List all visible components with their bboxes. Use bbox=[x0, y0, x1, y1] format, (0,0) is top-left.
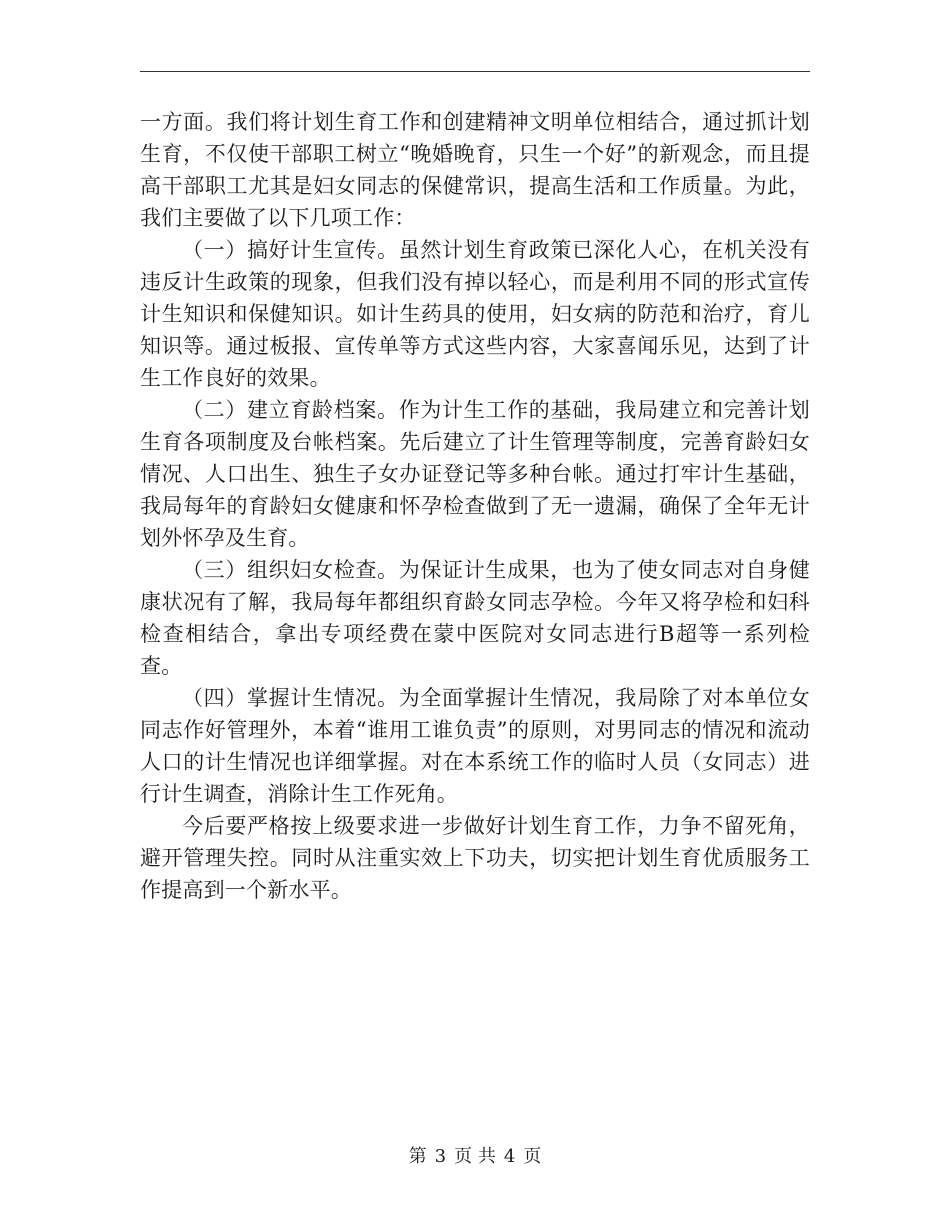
footer-page-mid: 页 共 bbox=[454, 1146, 496, 1167]
footer-page-suffix: 页 bbox=[523, 1146, 542, 1167]
paragraph-item-3: （三）组织妇女检查。为保证计生成果，也为了使女同志对自身健康状况有了解，我局每年都组织育龄女同志孕检。今年又将孕检和妇科检查相结合，拿出专项经费在蒙中医院对女同志进行B超等一系列检查。 bbox=[140, 558, 810, 678]
paragraph-item-4: （四）掌握计生情况。为全面掌握计生情况，我局除了对本单位女同志作好管理外，本着“谁用工谁负责”的原则，对男同志的情况和流动人口的计生情况也详细掌握。对在本系统工作的临时人员（女同志）进行计生调查，消除计生工作死角。 bbox=[140, 686, 810, 806]
paragraph-item-1: （一）搞好计生宣传。虽然计划生育政策已深化人心，在机关没有违反计生政策的现象，但我们没有掉以轻心，而是利用不同的形式宣传计生知识和保健知识。如计生药具的使用，妇女病的防范和治疗，育儿知识等。通过板报、宣传单等方式这些内容，大家喜闻乐见，达到了计生工作良好的效果。 bbox=[140, 238, 810, 390]
header-rule bbox=[140, 71, 810, 72]
paragraph-item-2: （二）建立育龄档案。作为计生工作的基础，我局建立和完善计划生育各项制度及台帐档案。先后建立了计生管理等制度，完善育龄妇女情况、人口出生、独生子女办证登记等多种台帐。通过打牢计生基础，我局每年的育龄妇女健康和怀孕检查做到了无一遗漏，确保了全年无计划外怀孕及生育。 bbox=[140, 398, 810, 550]
paragraph-intro: 一方面。我们将计划生育工作和创建精神文明单位相结合，通过抓计划生育，不仅使干部职工树立“晚婚晚育，只生一个好”的新观念，而且提高干部职工尤其是妇女同志的保健常识，提高生活和工作质量。为此，我们主要做了以下几项工作： bbox=[140, 110, 810, 230]
footer-total-pages: 4 bbox=[503, 1146, 516, 1167]
paragraph-conclusion: 今后要严格按上级要求进一步做好计划生育工作，力争不留死角，避开管理失控。同时从注重实效上下功夫，切实把计划生育优质服务工作提高到一个新水平。 bbox=[140, 814, 810, 902]
page-footer bbox=[0, 1145, 950, 1169]
footer-current-page: 3 bbox=[434, 1146, 447, 1167]
document-body bbox=[140, 106, 810, 906]
footer-page-prefix: 第 bbox=[408, 1146, 427, 1167]
